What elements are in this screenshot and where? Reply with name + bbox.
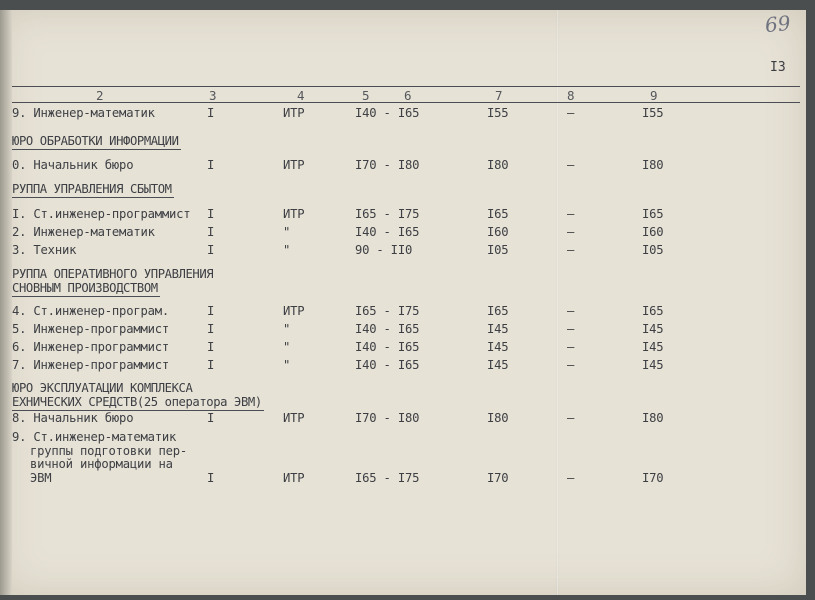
position-name: 5. Инженер-программист <box>12 322 170 336</box>
column-header: 8 <box>567 88 575 103</box>
category-cell: " <box>283 358 291 372</box>
binding-edge <box>0 10 12 595</box>
column8-cell: – <box>567 470 575 485</box>
quantity-cell: I <box>207 470 215 485</box>
section-heading: ЮРО ЭКСПЛУАТАЦИИ КОМПЛЕКСА <box>12 381 193 395</box>
column8-cell: – <box>567 322 575 336</box>
salary-range-cell: I70 - I80 <box>355 411 420 425</box>
position-name: 4. Ст.инженер-програм. <box>12 304 170 318</box>
table-top-rule <box>12 86 800 87</box>
quantity-cell: I <box>207 225 215 239</box>
total-cell: I55 <box>642 106 664 120</box>
section-underline <box>12 149 181 150</box>
position-name: 8. Начальник бюро <box>12 411 134 425</box>
category-cell: " <box>283 225 291 239</box>
column-header: 6 <box>404 88 412 103</box>
salary-cell: I60 <box>487 225 509 239</box>
section-heading: ЕХНИЧЕСКИХ СРЕДСТВ(25 оператора ЭВМ) <box>12 394 262 409</box>
salary-range-cell: I40 - I65 <box>355 322 420 336</box>
salary-range-cell: 90 - II0 <box>355 243 413 257</box>
total-cell: I65 <box>642 207 664 221</box>
salary-cell: I55 <box>487 106 509 120</box>
position-name: 9. Ст.инженер-математик <box>12 430 177 444</box>
section-underline <box>12 296 160 297</box>
category-cell: ИТР <box>283 106 305 120</box>
position-name: 9. Инженер-математик <box>12 106 155 120</box>
position-name: 6. Инженер-программист <box>12 340 170 354</box>
total-cell: I65 <box>642 304 664 318</box>
quantity-cell: I <box>207 358 215 372</box>
page-fold <box>556 10 559 595</box>
position-name: 3. Техник <box>12 243 77 257</box>
quantity-cell: I <box>207 411 215 425</box>
column8-cell: – <box>567 158 575 172</box>
category-cell: " <box>283 340 291 354</box>
salary-cell: I65 <box>487 304 509 318</box>
column-header: 2 <box>96 88 104 103</box>
column8-cell: – <box>567 243 575 257</box>
column8-cell: – <box>567 358 575 372</box>
total-cell: I60 <box>642 225 664 239</box>
position-name-continued: вичной информации на <box>30 457 173 471</box>
column-header: 5 <box>362 88 370 103</box>
salary-range-cell: I40 - I65 <box>355 106 420 120</box>
salary-range-cell: I65 - I75 <box>355 470 420 485</box>
total-cell: I70 <box>642 470 664 485</box>
category-cell: ИТР <box>283 207 305 221</box>
quantity-cell: I <box>207 207 215 221</box>
position-name: 7. Инженер-программист <box>12 358 170 372</box>
total-cell: I45 <box>642 340 664 354</box>
section-underline <box>12 197 174 198</box>
quantity-cell: I <box>207 340 215 354</box>
salary-cell: I45 <box>487 322 509 336</box>
section-heading: РУППА УПРАВЛЕНИЯ СБЫТОМ <box>12 182 172 196</box>
position-name: 2. Инженер-математик <box>12 225 155 239</box>
salary-cell: I80 <box>487 411 509 425</box>
salary-range-cell: I40 - I65 <box>355 225 420 239</box>
quantity-cell: I <box>207 304 215 318</box>
column8-cell: – <box>567 304 575 318</box>
column8-cell: – <box>567 225 575 239</box>
salary-range-cell: I70 - I80 <box>355 158 420 172</box>
salary-cell: I80 <box>487 158 509 172</box>
category-cell: " <box>283 243 291 257</box>
column-header: 3 <box>209 88 217 103</box>
document-page <box>0 10 806 595</box>
quantity-cell: I <box>207 106 215 120</box>
category-cell: " <box>283 322 291 336</box>
total-cell: I45 <box>642 358 664 372</box>
printed-page-number: I3 <box>770 60 786 75</box>
salary-range-cell: I65 - I75 <box>355 304 420 318</box>
position-name-continued: ЭВМ <box>30 470 52 485</box>
position-name: I. Ст.инженер-программист <box>12 207 191 221</box>
category-cell: ИТР <box>283 470 305 485</box>
position-name: 0. Начальник бюро <box>12 158 134 172</box>
position-name-continued: группы подготовки пер- <box>30 443 188 458</box>
salary-cell: I70 <box>487 470 509 485</box>
salary-cell: I45 <box>487 340 509 354</box>
salary-range-cell: I65 - I75 <box>355 207 420 221</box>
column8-cell: – <box>567 106 575 120</box>
section-heading: РУППА ОПЕРАТИВНОГО УПРАВЛЕНИЯ <box>12 267 214 281</box>
salary-range-cell: I40 - I65 <box>355 340 420 354</box>
salary-range-cell: I40 - I65 <box>355 358 420 372</box>
quantity-cell: I <box>207 322 215 336</box>
column-header: 9 <box>650 88 658 103</box>
quantity-cell: I <box>207 158 215 172</box>
salary-cell: I45 <box>487 358 509 372</box>
column-header: 7 <box>495 88 503 103</box>
total-cell: I80 <box>642 158 664 172</box>
total-cell: I80 <box>642 411 664 425</box>
category-cell: ИТР <box>283 304 305 318</box>
column-header: 4 <box>297 88 305 103</box>
category-cell: ИТР <box>283 158 305 172</box>
handwritten-page-number: 69 <box>763 10 792 38</box>
column8-cell: – <box>567 207 575 221</box>
section-heading: ЮРО ОБРАБОТКИ ИНФОРМАЦИИ <box>12 134 179 148</box>
quantity-cell: I <box>207 243 215 257</box>
category-cell: ИТР <box>283 411 305 425</box>
column8-cell: – <box>567 340 575 354</box>
section-heading: СНОВНЫМ ПРОИЗВОДСТВОМ <box>12 280 158 295</box>
total-cell: I05 <box>642 243 664 257</box>
total-cell: I45 <box>642 322 664 336</box>
salary-cell: I65 <box>487 207 509 221</box>
salary-cell: I05 <box>487 243 509 257</box>
column8-cell: – <box>567 411 575 425</box>
